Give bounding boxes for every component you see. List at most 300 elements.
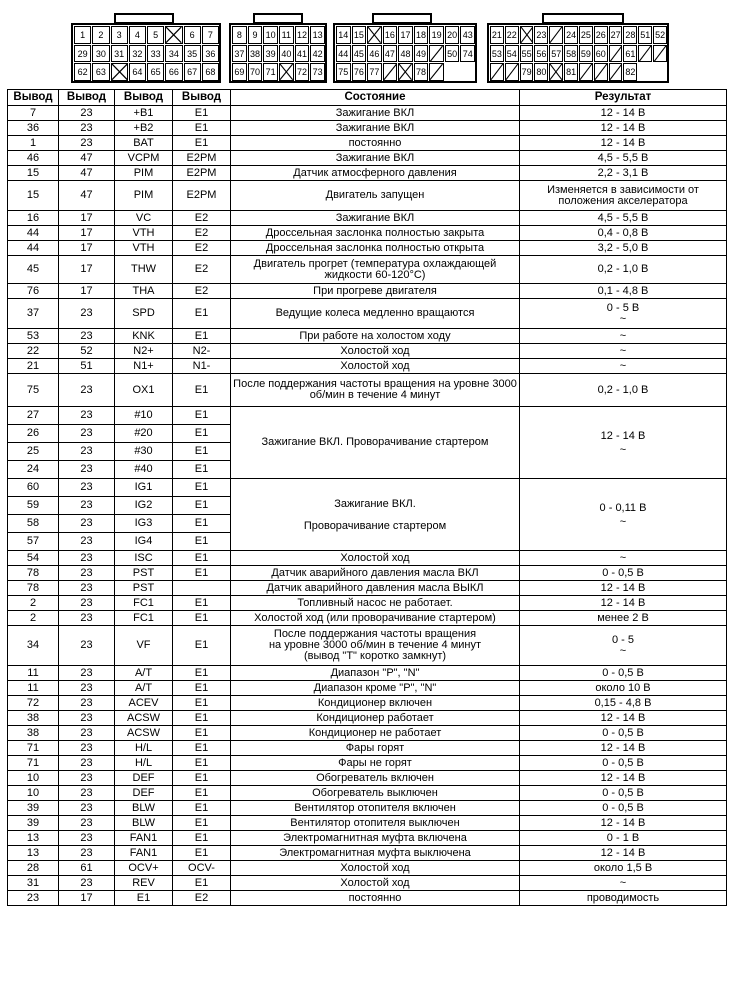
pin-c: BLW bbox=[115, 801, 173, 816]
pin-number: 45 bbox=[352, 45, 367, 63]
pin-number: 79 bbox=[520, 63, 534, 81]
result-cell: 0 - 0,5 В bbox=[520, 756, 727, 771]
header-pin-b: Вывод bbox=[59, 90, 115, 106]
pin-a: 7 bbox=[8, 106, 59, 121]
pin-d: E1 bbox=[173, 106, 231, 121]
pin-d: E1 bbox=[173, 374, 231, 407]
pin-d: E1 bbox=[173, 756, 231, 771]
pin-number: 10 bbox=[263, 26, 278, 44]
state-cell: Диапазон кроме "P", "N" bbox=[231, 681, 520, 696]
state-cell: Кондиционер работает bbox=[231, 711, 520, 726]
pin-d: E1 bbox=[173, 461, 231, 479]
table-row bbox=[8, 151, 727, 166]
blank-pin bbox=[445, 63, 460, 81]
pin-d: E1 bbox=[173, 876, 231, 891]
pin-number: 31 bbox=[111, 45, 128, 63]
pin-b: 23 bbox=[59, 121, 115, 136]
table-row bbox=[8, 861, 727, 876]
table-row bbox=[8, 226, 727, 241]
result-cell: 0 - 0,5 В bbox=[520, 666, 727, 681]
table-row bbox=[8, 786, 727, 801]
table-row bbox=[8, 551, 727, 566]
state-cell: Холостой ход (или проворачивание стартером) bbox=[231, 611, 520, 626]
result-cell: около 1,5 В bbox=[520, 861, 727, 876]
result-cell bbox=[520, 479, 727, 551]
pin-d: E1 bbox=[173, 407, 231, 425]
empty-pin-slash bbox=[490, 63, 504, 81]
table-row bbox=[8, 359, 727, 374]
pin-a: 10 bbox=[8, 786, 59, 801]
pin-a: 23 bbox=[8, 891, 59, 906]
pin-d: E1 bbox=[173, 741, 231, 756]
table-row bbox=[8, 106, 727, 121]
pin-b: 23 bbox=[59, 461, 115, 479]
pin-c: ACSW bbox=[115, 726, 173, 741]
pin-b: 23 bbox=[59, 106, 115, 121]
pin-number: 32 bbox=[129, 45, 146, 63]
pin-c: ACEV bbox=[115, 696, 173, 711]
result-cell: 12 - 14 В bbox=[520, 581, 727, 596]
result-cell: 0,2 - 1,0 В bbox=[520, 374, 727, 407]
pin-number: 26 bbox=[594, 26, 608, 44]
pin-b: 23 bbox=[59, 581, 115, 596]
pin-number: 34 bbox=[165, 45, 182, 63]
table-row bbox=[8, 726, 727, 741]
table-row bbox=[8, 741, 727, 756]
pin-d: E1 bbox=[173, 299, 231, 329]
state-cell: постоянно bbox=[231, 136, 520, 151]
pin-a: 15 bbox=[8, 166, 59, 181]
pin-number: 44 bbox=[336, 45, 351, 63]
pin-a: 44 bbox=[8, 226, 59, 241]
pin-number: 60 bbox=[594, 45, 608, 63]
pin-number: 61 bbox=[623, 45, 637, 63]
pin-a: 13 bbox=[8, 831, 59, 846]
pin-b: 23 bbox=[59, 681, 115, 696]
pin-number: 7 bbox=[202, 26, 219, 44]
pin-c: THW bbox=[115, 256, 173, 284]
pin-number: 39 bbox=[263, 45, 278, 63]
state-cell: Зажигание ВКЛ bbox=[231, 211, 520, 226]
empty-pin-slash bbox=[653, 45, 667, 63]
empty-pin-cross bbox=[165, 26, 182, 44]
pin-c: ACSW bbox=[115, 711, 173, 726]
table-row bbox=[8, 211, 727, 226]
pin-d: E1 bbox=[173, 611, 231, 626]
pin-a: 25 bbox=[8, 443, 59, 461]
pin-d: E1 bbox=[173, 551, 231, 566]
pin-b: 23 bbox=[59, 425, 115, 443]
pin-a: 76 bbox=[8, 284, 59, 299]
table-row bbox=[8, 181, 727, 211]
pin-b: 23 bbox=[59, 515, 115, 533]
pin-number: 22 bbox=[505, 26, 519, 44]
pin-a: 57 bbox=[8, 533, 59, 551]
pin-number: 23 bbox=[534, 26, 548, 44]
pin-c: IG2 bbox=[115, 497, 173, 515]
cell-line: 0 - 5 В bbox=[606, 301, 640, 314]
pin-b: 23 bbox=[59, 816, 115, 831]
ecu-pinout-table bbox=[7, 89, 727, 906]
pin-number: 69 bbox=[232, 63, 247, 81]
pin-b: 23 bbox=[59, 726, 115, 741]
state-cell: При прогреве двигателя bbox=[231, 284, 520, 299]
table-row bbox=[8, 831, 727, 846]
state-cell bbox=[231, 407, 520, 479]
state-cell: Холостой ход bbox=[231, 344, 520, 359]
pin-b: 47 bbox=[59, 166, 115, 181]
pin-number: 46 bbox=[367, 45, 382, 63]
pin-number: 57 bbox=[549, 45, 563, 63]
state-cell: Обогреватель выключен bbox=[231, 786, 520, 801]
pin-number: 58 bbox=[564, 45, 578, 63]
result-cell: 0 - 0,5 В bbox=[520, 566, 727, 581]
table-row bbox=[8, 581, 727, 596]
table-row bbox=[8, 771, 727, 786]
pin-number: 42 bbox=[310, 45, 325, 63]
pin-d: E1 bbox=[173, 801, 231, 816]
pin-number: 78 bbox=[414, 63, 429, 81]
result-cell: 0 - 0,5 В bbox=[520, 786, 727, 801]
pin-number: 63 bbox=[92, 63, 109, 81]
pin-number: 28 bbox=[623, 26, 637, 44]
table-row bbox=[8, 876, 727, 891]
pin-c: #20 bbox=[115, 425, 173, 443]
pin-number: 66 bbox=[165, 63, 182, 81]
pin-c: THA bbox=[115, 284, 173, 299]
pin-number: 56 bbox=[534, 45, 548, 63]
pin-b: 17 bbox=[59, 284, 115, 299]
pin-number: 1 bbox=[74, 26, 91, 44]
pin-number: 50 bbox=[445, 45, 460, 63]
pin-number: 12 bbox=[295, 26, 310, 44]
empty-pin-slash bbox=[383, 63, 398, 81]
pin-d: E1 bbox=[173, 696, 231, 711]
pin-c: H/L bbox=[115, 756, 173, 771]
pin-a: 34 bbox=[8, 626, 59, 666]
connector-diagram bbox=[0, 0, 730, 88]
pin-a: 2 bbox=[8, 596, 59, 611]
pin-a: 1 bbox=[8, 136, 59, 151]
result-cell: 12 - 14 В bbox=[520, 771, 727, 786]
pin-a: 44 bbox=[8, 241, 59, 256]
table-row bbox=[8, 166, 727, 181]
pin-b: 23 bbox=[59, 551, 115, 566]
pin-b: 17 bbox=[59, 256, 115, 284]
pin-c: SPD bbox=[115, 299, 173, 329]
result-cell: 12 - 14 В bbox=[520, 741, 727, 756]
pin-b: 23 bbox=[59, 479, 115, 497]
result-cell: 2,2 - 3,1 В bbox=[520, 166, 727, 181]
empty-pin-cross bbox=[520, 26, 534, 44]
table-row bbox=[8, 891, 727, 906]
pin-d: E1 bbox=[173, 515, 231, 533]
result-cell: 4,5 - 5,5 В bbox=[520, 151, 727, 166]
result-cell: 0,1 - 4,8 В bbox=[520, 284, 727, 299]
pin-a: 78 bbox=[8, 566, 59, 581]
pin-c: KNK bbox=[115, 329, 173, 344]
pin-d: E1 bbox=[173, 771, 231, 786]
pin-b: 23 bbox=[59, 741, 115, 756]
result-cell: ~ bbox=[520, 344, 727, 359]
pin-d: E1 bbox=[173, 846, 231, 861]
table-row bbox=[8, 329, 727, 344]
pin-number: 29 bbox=[74, 45, 91, 63]
pin-d: N2- bbox=[173, 344, 231, 359]
state-cell: При работе на холостом ходу bbox=[231, 329, 520, 344]
pin-a: 45 bbox=[8, 256, 59, 284]
pin-number: 38 bbox=[248, 45, 263, 63]
pin-b: 23 bbox=[59, 611, 115, 626]
result-cell: 0 - 1 В bbox=[520, 831, 727, 846]
pin-c: H/L bbox=[115, 741, 173, 756]
cell-line: ~ bbox=[619, 312, 627, 325]
pin-a: 46 bbox=[8, 151, 59, 166]
state-cell bbox=[231, 479, 520, 551]
pin-c: BLW bbox=[115, 816, 173, 831]
table-row bbox=[8, 284, 727, 299]
cell-line: (вывод "Т" коротко замкнут) bbox=[303, 650, 447, 662]
cell-line: ~ bbox=[619, 644, 627, 657]
pin-d: E1 bbox=[173, 626, 231, 666]
table-row bbox=[8, 611, 727, 626]
pin-c: DEF bbox=[115, 786, 173, 801]
pin-number: 72 bbox=[295, 63, 310, 81]
pin-c: DEF bbox=[115, 771, 173, 786]
pin-a: 28 bbox=[8, 861, 59, 876]
state-cell: Электромагнитная муфта выключена bbox=[231, 846, 520, 861]
cell-line: 0 - 0,11 В bbox=[599, 501, 647, 514]
pin-b: 23 bbox=[59, 443, 115, 461]
pin-number: 74 bbox=[460, 45, 475, 63]
pin-c: VTH bbox=[115, 241, 173, 256]
table-row bbox=[8, 299, 727, 329]
result-cell: 12 - 14 В bbox=[520, 816, 727, 831]
pin-d: E1 bbox=[173, 596, 231, 611]
pin-c: PST bbox=[115, 581, 173, 596]
pin-number: 15 bbox=[352, 26, 367, 44]
pin-number: 37 bbox=[232, 45, 247, 63]
empty-pin-slash bbox=[579, 63, 593, 81]
pin-b: 23 bbox=[59, 299, 115, 329]
header-pin-d: Вывод bbox=[173, 90, 231, 106]
pin-number: 30 bbox=[92, 45, 109, 63]
state-cell: Вентилятор отопителя включен bbox=[231, 801, 520, 816]
table-row bbox=[8, 596, 727, 611]
empty-pin-cross bbox=[367, 26, 382, 44]
pin-a: 58 bbox=[8, 515, 59, 533]
cell-line: 0 - 5 bbox=[611, 633, 634, 646]
state-cell: Зажигание ВКЛ bbox=[231, 151, 520, 166]
empty-pin-slash bbox=[505, 63, 519, 81]
result-cell: ~ bbox=[520, 876, 727, 891]
pin-d: E2PM bbox=[173, 151, 231, 166]
pin-d: E1 bbox=[173, 681, 231, 696]
state-cell: Дроссельная заслонка полностью открыта bbox=[231, 241, 520, 256]
pin-d: E2PM bbox=[173, 181, 231, 211]
pin-c: IG3 bbox=[115, 515, 173, 533]
pin-d: E1 bbox=[173, 497, 231, 515]
pin-b: 23 bbox=[59, 756, 115, 771]
pin-number: 43 bbox=[460, 26, 475, 44]
pin-d: E2 bbox=[173, 891, 231, 906]
pin-b: 23 bbox=[59, 696, 115, 711]
pin-a: 36 bbox=[8, 121, 59, 136]
pin-a: 39 bbox=[8, 816, 59, 831]
pin-b: 17 bbox=[59, 891, 115, 906]
pin-number: 48 bbox=[398, 45, 413, 63]
result-cell bbox=[520, 299, 727, 329]
pin-c: IG1 bbox=[115, 479, 173, 497]
pin-b: 23 bbox=[59, 497, 115, 515]
pin-number: 18 bbox=[414, 26, 429, 44]
pin-d: E1 bbox=[173, 121, 231, 136]
pin-b: 23 bbox=[59, 771, 115, 786]
pin-a: 75 bbox=[8, 374, 59, 407]
pin-number: 73 bbox=[310, 63, 325, 81]
state-cell: Фары горят bbox=[231, 741, 520, 756]
cell-line: Проворачивание стартером bbox=[303, 519, 447, 532]
pin-c: PST bbox=[115, 566, 173, 581]
state-cell: Фары не горят bbox=[231, 756, 520, 771]
pin-number: 54 bbox=[505, 45, 519, 63]
pin-c: OX1 bbox=[115, 374, 173, 407]
pin-c: PIM bbox=[115, 181, 173, 211]
pin-d: E1 bbox=[173, 136, 231, 151]
cell-line: Зажигание ВКЛ. bbox=[334, 497, 416, 510]
state-cell: Холостой ход bbox=[231, 551, 520, 566]
cell-line: Зажигание ВКЛ. Проворачивание стартером bbox=[261, 436, 489, 448]
pin-d: E1 bbox=[173, 726, 231, 741]
pin-number: 25 bbox=[579, 26, 593, 44]
pin-c: N1+ bbox=[115, 359, 173, 374]
empty-pin-slash bbox=[594, 63, 608, 81]
empty-pin-slash bbox=[429, 63, 444, 81]
pin-number: 11 bbox=[279, 26, 294, 44]
pin-a: 11 bbox=[8, 666, 59, 681]
table-row bbox=[8, 479, 727, 497]
pin-number: 82 bbox=[623, 63, 637, 81]
state-cell: Кондиционер не работает bbox=[231, 726, 520, 741]
pin-a: 31 bbox=[8, 876, 59, 891]
state-cell: Холостой ход bbox=[231, 359, 520, 374]
pin-number: 77 bbox=[367, 63, 382, 81]
pin-a: 38 bbox=[8, 726, 59, 741]
connector-b bbox=[229, 23, 327, 83]
cell-line: После поддержания частоты вращения bbox=[273, 628, 477, 640]
pin-c: VCPM bbox=[115, 151, 173, 166]
pin-b: 61 bbox=[59, 861, 115, 876]
table-row bbox=[8, 566, 727, 581]
pin-d: E1 bbox=[173, 666, 231, 681]
pin-c: +B2 bbox=[115, 121, 173, 136]
state-cell: постоянно bbox=[231, 891, 520, 906]
pin-c: #40 bbox=[115, 461, 173, 479]
pin-number: 5 bbox=[147, 26, 164, 44]
pin-a: 54 bbox=[8, 551, 59, 566]
pin-c: A/T bbox=[115, 666, 173, 681]
pin-number: 36 bbox=[202, 45, 219, 63]
pin-number: 62 bbox=[74, 63, 91, 81]
state-cell: Датчик атмосферного давления bbox=[231, 166, 520, 181]
pin-a: 2 bbox=[8, 611, 59, 626]
result-cell: 0,4 - 0,8 В bbox=[520, 226, 727, 241]
pin-b: 23 bbox=[59, 786, 115, 801]
pin-c: VTH bbox=[115, 226, 173, 241]
result-cell: около 10 В bbox=[520, 681, 727, 696]
state-cell: Вентилятор отопителя выключен bbox=[231, 816, 520, 831]
pin-b: 23 bbox=[59, 876, 115, 891]
result-cell: ~ bbox=[520, 551, 727, 566]
pin-c: BAT bbox=[115, 136, 173, 151]
connector-c bbox=[333, 23, 477, 83]
pin-d: E2 bbox=[173, 284, 231, 299]
pin-number: 6 bbox=[184, 26, 201, 44]
cell-line: на уровне 3000 об/мин в течение 4 минут bbox=[268, 639, 482, 651]
pin-number: 75 bbox=[336, 63, 351, 81]
state-cell: После поддержания частоты вращения на уровне 3000 об/мин в течение 4 минут bbox=[231, 374, 520, 407]
cell-line: ~ bbox=[619, 443, 627, 456]
result-cell: ~ bbox=[520, 329, 727, 344]
table-row bbox=[8, 374, 727, 407]
pin-b: 51 bbox=[59, 359, 115, 374]
empty-pin-slash bbox=[638, 45, 652, 63]
header-pin-c: Вывод bbox=[115, 90, 173, 106]
connector-d bbox=[487, 23, 669, 83]
pin-a: 38 bbox=[8, 711, 59, 726]
pin-number: 67 bbox=[184, 63, 201, 81]
state-cell: Холостой ход bbox=[231, 876, 520, 891]
table-row bbox=[8, 696, 727, 711]
table-row bbox=[8, 121, 727, 136]
pin-b: 23 bbox=[59, 329, 115, 344]
pin-number: 52 bbox=[653, 26, 667, 44]
empty-pin-cross bbox=[279, 63, 294, 81]
pin-a: 71 bbox=[8, 756, 59, 771]
pin-d: E2 bbox=[173, 211, 231, 226]
state-cell: Двигатель запущен bbox=[231, 181, 520, 211]
result-cell bbox=[520, 407, 727, 479]
result-cell: Изменяется в зависимости от положения акселератора bbox=[520, 181, 727, 211]
pin-number: 70 bbox=[248, 63, 263, 81]
pin-d: E2PM bbox=[173, 166, 231, 181]
pin-a: 37 bbox=[8, 299, 59, 329]
empty-pin-slash bbox=[609, 63, 623, 81]
result-cell: 12 - 14 В bbox=[520, 711, 727, 726]
state-cell: Обогреватель включен bbox=[231, 771, 520, 786]
pin-d: E1 bbox=[173, 816, 231, 831]
pin-b: 23 bbox=[59, 666, 115, 681]
pin-number: 27 bbox=[609, 26, 623, 44]
empty-pin-slash bbox=[549, 26, 563, 44]
result-cell: 3,2 - 5,0 В bbox=[520, 241, 727, 256]
empty-pin-cross bbox=[398, 63, 413, 81]
pin-number: 41 bbox=[295, 45, 310, 63]
pin-b: 23 bbox=[59, 711, 115, 726]
empty-pin-cross bbox=[111, 63, 128, 81]
state-cell: Ведущие колеса медленно вращаются bbox=[231, 299, 520, 329]
pin-b: 52 bbox=[59, 344, 115, 359]
pin-number: 3 bbox=[111, 26, 128, 44]
table-row bbox=[8, 666, 727, 681]
pin-d bbox=[173, 581, 231, 596]
pin-number: 2 bbox=[92, 26, 109, 44]
pin-a: 22 bbox=[8, 344, 59, 359]
cell-line: ~ bbox=[619, 515, 627, 528]
pin-d: E1 bbox=[173, 479, 231, 497]
pin-a: 72 bbox=[8, 696, 59, 711]
result-cell: проводимость bbox=[520, 891, 727, 906]
